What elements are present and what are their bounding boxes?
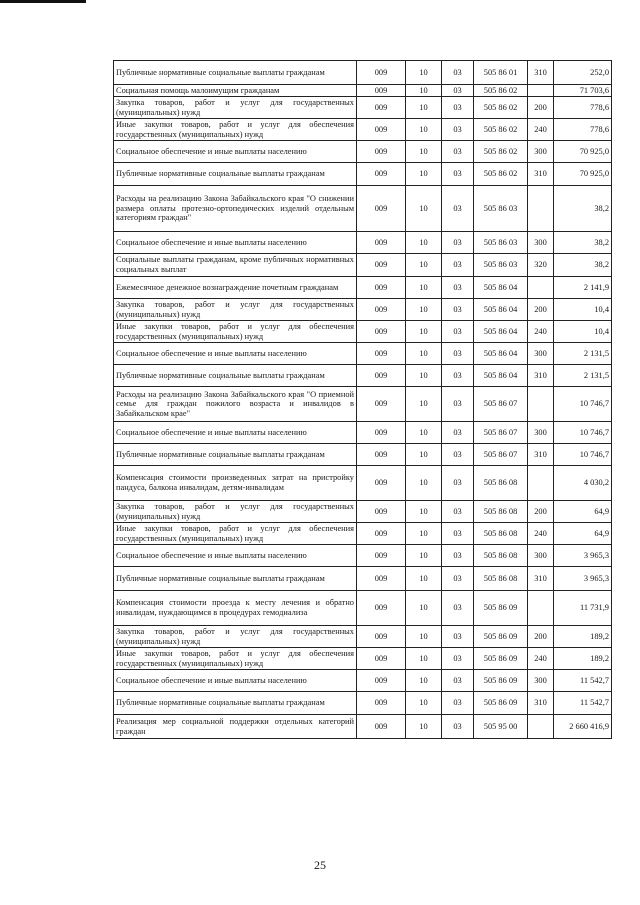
cell-section-code: 10 xyxy=(406,277,442,299)
cell-expense-type: 310 xyxy=(528,163,554,186)
cell-ministry-code: 009 xyxy=(357,232,406,254)
cell-ministry-code: 009 xyxy=(357,523,406,545)
cell-expense-type xyxy=(528,466,554,501)
cell-section-code: 10 xyxy=(406,715,442,739)
cell-target-article: 505 86 03 xyxy=(474,186,528,232)
cell-subsection-code: 03 xyxy=(442,97,474,119)
cell-amount: 3 965,3 xyxy=(554,545,612,567)
cell-ministry-code: 009 xyxy=(357,648,406,670)
row-name: Публичные нормативные социальные выплаты гражданам xyxy=(114,692,357,715)
cell-section-code: 10 xyxy=(406,232,442,254)
cell-ministry-code: 009 xyxy=(357,299,406,321)
table-row xyxy=(114,692,612,715)
cell-target-article: 505 86 09 xyxy=(474,626,528,648)
table-row xyxy=(114,163,612,186)
cell-ministry-code: 009 xyxy=(357,186,406,232)
cell-ministry-code: 009 xyxy=(357,422,406,444)
cell-subsection-code: 03 xyxy=(442,299,474,321)
cell-amount: 2 660 416,9 xyxy=(554,715,612,739)
cell-target-article: 505 86 02 xyxy=(474,85,528,97)
cell-section-code: 10 xyxy=(406,163,442,186)
cell-amount: 3 965,3 xyxy=(554,567,612,591)
cell-subsection-code: 03 xyxy=(442,670,474,692)
cell-amount: 38,2 xyxy=(554,254,612,277)
cell-amount: 11 731,9 xyxy=(554,591,612,626)
row-name: Ежемесячное денежное вознаграждение почетным гражданам xyxy=(114,277,357,299)
cell-target-article: 505 86 09 xyxy=(474,591,528,626)
row-name: Иные закупки товаров, работ и услуг для обеспечения государственных (муниципальных) нужд xyxy=(114,321,357,343)
cell-subsection-code: 03 xyxy=(442,692,474,715)
table-row xyxy=(114,591,612,626)
cell-expense-type: 300 xyxy=(528,422,554,444)
cell-target-article: 505 86 08 xyxy=(474,466,528,501)
table-row xyxy=(114,523,612,545)
cell-amount: 189,2 xyxy=(554,626,612,648)
top-rule xyxy=(0,0,86,3)
cell-ministry-code: 009 xyxy=(357,97,406,119)
table-row xyxy=(114,422,612,444)
cell-section-code: 10 xyxy=(406,141,442,163)
cell-ministry-code: 009 xyxy=(357,61,406,85)
cell-ministry-code: 009 xyxy=(357,670,406,692)
cell-ministry-code: 009 xyxy=(357,254,406,277)
cell-target-article: 505 86 04 xyxy=(474,343,528,365)
cell-section-code: 10 xyxy=(406,648,442,670)
cell-target-article: 505 86 04 xyxy=(474,277,528,299)
table-row xyxy=(114,648,612,670)
row-name: Социальное обеспечение и иные выплаты населению xyxy=(114,545,357,567)
cell-amount: 189,2 xyxy=(554,648,612,670)
cell-target-article: 505 86 08 xyxy=(474,567,528,591)
table-row xyxy=(114,545,612,567)
row-name: Закупка товаров, работ и услуг для государственных (муниципальных) нужд xyxy=(114,626,357,648)
cell-target-article: 505 86 04 xyxy=(474,321,528,343)
cell-subsection-code: 03 xyxy=(442,141,474,163)
cell-expense-type: 300 xyxy=(528,545,554,567)
cell-ministry-code: 009 xyxy=(357,501,406,523)
cell-target-article: 505 86 09 xyxy=(474,670,528,692)
cell-subsection-code: 03 xyxy=(442,422,474,444)
cell-expense-type: 300 xyxy=(528,670,554,692)
cell-target-article: 505 86 04 xyxy=(474,365,528,387)
cell-subsection-code: 03 xyxy=(442,119,474,141)
table-row xyxy=(114,97,612,119)
row-name: Расходы на реализацию Закона Забайкальского края "О приемной семье для граждан пожилого возраста и инвалидов в Забайкальском крае" xyxy=(114,387,357,422)
cell-amount: 10 746,7 xyxy=(554,444,612,466)
cell-subsection-code: 03 xyxy=(442,85,474,97)
cell-ministry-code: 009 xyxy=(357,163,406,186)
cell-section-code: 10 xyxy=(406,626,442,648)
cell-subsection-code: 03 xyxy=(442,567,474,591)
cell-target-article: 505 95 00 xyxy=(474,715,528,739)
cell-amount: 778,6 xyxy=(554,119,612,141)
row-name: Компенсация стоимости проезда к месту лечения и обратно инвалидам, нуждающимся в процедурах гемодиализа xyxy=(114,591,357,626)
row-name: Социальные выплаты гражданам, кроме публичных нормативных социальных выплат xyxy=(114,254,357,277)
cell-subsection-code: 03 xyxy=(442,321,474,343)
cell-section-code: 10 xyxy=(406,186,442,232)
cell-amount: 64,9 xyxy=(554,501,612,523)
cell-expense-type: 310 xyxy=(528,444,554,466)
row-name: Публичные нормативные социальные выплаты гражданам xyxy=(114,61,357,85)
cell-ministry-code: 009 xyxy=(357,277,406,299)
table-row xyxy=(114,299,612,321)
cell-ministry-code: 009 xyxy=(357,85,406,97)
cell-amount: 11 542,7 xyxy=(554,692,612,715)
cell-subsection-code: 03 xyxy=(442,277,474,299)
table-row xyxy=(114,444,612,466)
cell-subsection-code: 03 xyxy=(442,715,474,739)
cell-ministry-code: 009 xyxy=(357,321,406,343)
cell-target-article: 505 86 07 xyxy=(474,444,528,466)
cell-expense-type xyxy=(528,85,554,97)
row-name: Социальное обеспечение и иные выплаты населению xyxy=(114,670,357,692)
cell-target-article: 505 86 08 xyxy=(474,501,528,523)
page-number: 25 xyxy=(314,858,326,872)
cell-target-article: 505 86 08 xyxy=(474,545,528,567)
cell-amount: 10 746,7 xyxy=(554,387,612,422)
row-name: Закупка товаров, работ и услуг для государственных (муниципальных) нужд xyxy=(114,501,357,523)
cell-target-article: 505 86 07 xyxy=(474,387,528,422)
cell-section-code: 10 xyxy=(406,321,442,343)
cell-amount: 2 141,9 xyxy=(554,277,612,299)
cell-subsection-code: 03 xyxy=(442,501,474,523)
table-row xyxy=(114,85,612,97)
cell-amount: 252,0 xyxy=(554,61,612,85)
row-name: Компенсация стоимости произведенных затрат на пристройку пандуса, балкона инвалидам, детям-инвалидам xyxy=(114,466,357,501)
cell-subsection-code: 03 xyxy=(442,466,474,501)
row-name: Закупка товаров, работ и услуг для государственных (муниципальных) нужд xyxy=(114,299,357,321)
cell-ministry-code: 009 xyxy=(357,387,406,422)
cell-expense-type: 200 xyxy=(528,626,554,648)
cell-amount: 70 925,0 xyxy=(554,141,612,163)
cell-subsection-code: 03 xyxy=(442,444,474,466)
cell-section-code: 10 xyxy=(406,61,442,85)
cell-subsection-code: 03 xyxy=(442,626,474,648)
cell-target-article: 505 86 09 xyxy=(474,648,528,670)
cell-ministry-code: 009 xyxy=(357,119,406,141)
table-row xyxy=(114,466,612,501)
table-row xyxy=(114,141,612,163)
cell-section-code: 10 xyxy=(406,299,442,321)
cell-expense-type: 200 xyxy=(528,97,554,119)
cell-section-code: 10 xyxy=(406,97,442,119)
cell-ministry-code: 009 xyxy=(357,567,406,591)
cell-expense-type xyxy=(528,186,554,232)
cell-target-article: 505 86 02 xyxy=(474,119,528,141)
cell-section-code: 10 xyxy=(406,501,442,523)
cell-amount: 71 703,6 xyxy=(554,85,612,97)
cell-expense-type: 240 xyxy=(528,119,554,141)
cell-ministry-code: 009 xyxy=(357,343,406,365)
cell-target-article: 505 86 03 xyxy=(474,254,528,277)
cell-expense-type: 200 xyxy=(528,299,554,321)
cell-section-code: 10 xyxy=(406,692,442,715)
row-name: Публичные нормативные социальные выплаты гражданам xyxy=(114,163,357,186)
row-name: Публичные нормативные социальные выплаты гражданам xyxy=(114,567,357,591)
cell-amount: 10,4 xyxy=(554,299,612,321)
cell-ministry-code: 009 xyxy=(357,545,406,567)
row-name: Социальная помощь малоимущим гражданам xyxy=(114,85,357,97)
cell-expense-type xyxy=(528,387,554,422)
cell-section-code: 10 xyxy=(406,466,442,501)
table-row xyxy=(114,567,612,591)
table-row xyxy=(114,387,612,422)
table-row xyxy=(114,232,612,254)
row-name: Социальное обеспечение и иные выплаты населению xyxy=(114,232,357,254)
cell-section-code: 10 xyxy=(406,591,442,626)
cell-target-article: 505 86 03 xyxy=(474,232,528,254)
cell-amount: 70 925,0 xyxy=(554,163,612,186)
cell-ministry-code: 009 xyxy=(357,141,406,163)
cell-ministry-code: 009 xyxy=(357,591,406,626)
table-row xyxy=(114,61,612,85)
cell-section-code: 10 xyxy=(406,343,442,365)
cell-subsection-code: 03 xyxy=(442,163,474,186)
table-row xyxy=(114,119,612,141)
table-body xyxy=(114,61,612,739)
cell-subsection-code: 03 xyxy=(442,186,474,232)
cell-section-code: 10 xyxy=(406,365,442,387)
row-name: Социальное обеспечение и иные выплаты населению xyxy=(114,141,357,163)
cell-target-article: 505 86 02 xyxy=(474,97,528,119)
cell-amount: 10,4 xyxy=(554,321,612,343)
table-row xyxy=(114,321,612,343)
cell-amount: 2 131,5 xyxy=(554,343,612,365)
cell-subsection-code: 03 xyxy=(442,343,474,365)
row-name: Реализация мер социальной поддержки отдельных категорий граждан xyxy=(114,715,357,739)
cell-ministry-code: 009 xyxy=(357,626,406,648)
cell-target-article: 505 86 07 xyxy=(474,422,528,444)
cell-target-article: 505 86 09 xyxy=(474,692,528,715)
cell-target-article: 505 86 08 xyxy=(474,523,528,545)
cell-ministry-code: 009 xyxy=(357,715,406,739)
cell-expense-type: 300 xyxy=(528,232,554,254)
cell-subsection-code: 03 xyxy=(442,232,474,254)
cell-expense-type xyxy=(528,277,554,299)
cell-section-code: 10 xyxy=(406,567,442,591)
cell-subsection-code: 03 xyxy=(442,545,474,567)
cell-subsection-code: 03 xyxy=(442,365,474,387)
cell-expense-type: 200 xyxy=(528,501,554,523)
cell-section-code: 10 xyxy=(406,387,442,422)
cell-expense-type: 320 xyxy=(528,254,554,277)
cell-ministry-code: 009 xyxy=(357,466,406,501)
table-row xyxy=(114,343,612,365)
cell-target-article: 505 86 02 xyxy=(474,163,528,186)
cell-expense-type: 310 xyxy=(528,365,554,387)
cell-expense-type: 310 xyxy=(528,567,554,591)
cell-expense-type: 300 xyxy=(528,343,554,365)
cell-amount: 2 131,5 xyxy=(554,365,612,387)
cell-target-article: 505 86 04 xyxy=(474,299,528,321)
row-name: Публичные нормативные социальные выплаты гражданам xyxy=(114,365,357,387)
cell-amount: 11 542,7 xyxy=(554,670,612,692)
row-name: Иные закупки товаров, работ и услуг для обеспечения государственных (муниципальных) нужд xyxy=(114,523,357,545)
table-row xyxy=(114,626,612,648)
table-row xyxy=(114,277,612,299)
row-name: Расходы на реализацию Закона Забайкальского края "О снижении размера оплаты протезно-ортопедических изделий отдельным категориям граждан" xyxy=(114,186,357,232)
cell-section-code: 10 xyxy=(406,422,442,444)
cell-expense-type: 240 xyxy=(528,321,554,343)
cell-ministry-code: 009 xyxy=(357,444,406,466)
row-name: Иные закупки товаров, работ и услуг для обеспечения государственных (муниципальных) нужд xyxy=(114,119,357,141)
cell-expense-type: 310 xyxy=(528,692,554,715)
cell-expense-type xyxy=(528,715,554,739)
cell-expense-type: 240 xyxy=(528,648,554,670)
table-row xyxy=(114,501,612,523)
cell-expense-type: 310 xyxy=(528,61,554,85)
table-row xyxy=(114,365,612,387)
cell-expense-type xyxy=(528,591,554,626)
cell-ministry-code: 009 xyxy=(357,692,406,715)
cell-subsection-code: 03 xyxy=(442,387,474,422)
cell-section-code: 10 xyxy=(406,444,442,466)
cell-subsection-code: 03 xyxy=(442,648,474,670)
row-name: Иные закупки товаров, работ и услуг для обеспечения государственных (муниципальных) нужд xyxy=(114,648,357,670)
cell-section-code: 10 xyxy=(406,670,442,692)
cell-amount: 38,2 xyxy=(554,232,612,254)
cell-section-code: 10 xyxy=(406,85,442,97)
cell-target-article: 505 86 02 xyxy=(474,141,528,163)
cell-amount: 38,2 xyxy=(554,186,612,232)
cell-section-code: 10 xyxy=(406,523,442,545)
cell-subsection-code: 03 xyxy=(442,523,474,545)
cell-amount: 64,9 xyxy=(554,523,612,545)
row-name: Публичные нормативные социальные выплаты гражданам xyxy=(114,444,357,466)
row-name: Социальное обеспечение и иные выплаты населению xyxy=(114,422,357,444)
cell-expense-type: 300 xyxy=(528,141,554,163)
cell-subsection-code: 03 xyxy=(442,254,474,277)
row-name: Закупка товаров, работ и услуг для государственных (муниципальных) нужд xyxy=(114,97,357,119)
cell-subsection-code: 03 xyxy=(442,591,474,626)
cell-amount: 10 746,7 xyxy=(554,422,612,444)
table-row xyxy=(114,186,612,232)
budget-table xyxy=(113,60,612,739)
cell-amount: 778,6 xyxy=(554,97,612,119)
cell-section-code: 10 xyxy=(406,545,442,567)
cell-expense-type: 240 xyxy=(528,523,554,545)
cell-target-article: 505 86 01 xyxy=(474,61,528,85)
row-name: Социальное обеспечение и иные выплаты населению xyxy=(114,343,357,365)
cell-section-code: 10 xyxy=(406,119,442,141)
table-row xyxy=(114,715,612,739)
table-row xyxy=(114,670,612,692)
cell-ministry-code: 009 xyxy=(357,365,406,387)
cell-section-code: 10 xyxy=(406,254,442,277)
cell-amount: 4 030,2 xyxy=(554,466,612,501)
table-row xyxy=(114,254,612,277)
cell-subsection-code: 03 xyxy=(442,61,474,85)
